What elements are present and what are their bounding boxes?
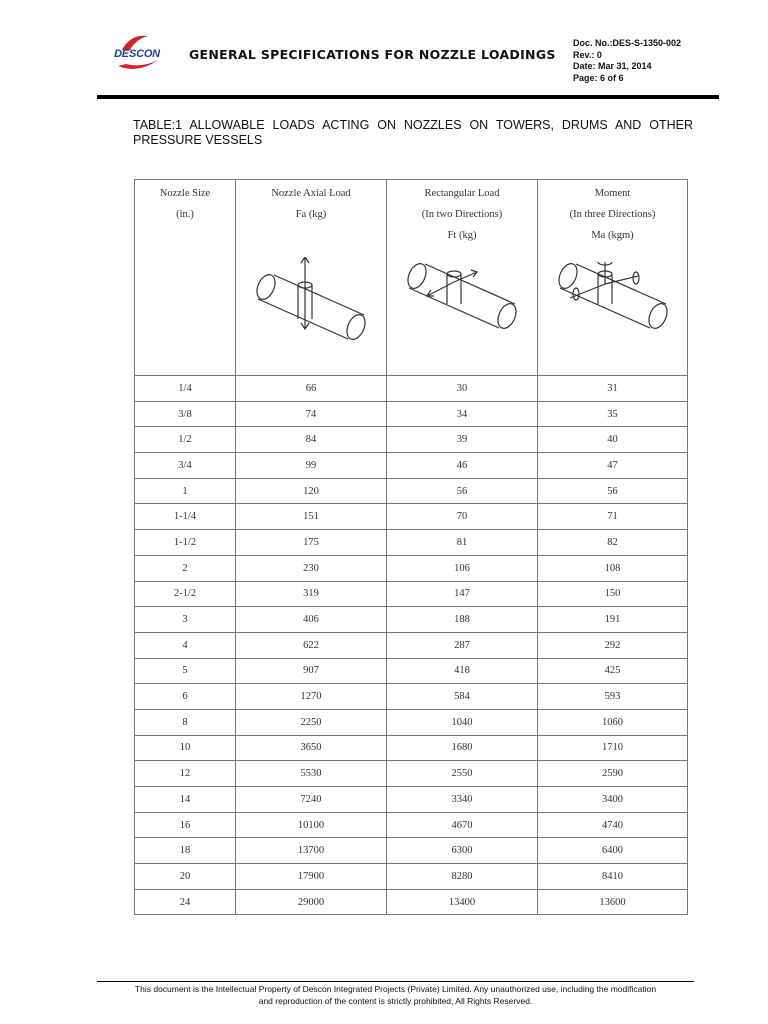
table-cell: 10 bbox=[135, 735, 236, 761]
table-row bbox=[135, 761, 688, 787]
table-header-row bbox=[135, 180, 688, 376]
table-cell: 406 bbox=[236, 607, 387, 633]
header-line: Nozzle Axial Load bbox=[271, 188, 351, 199]
table-cell: 593 bbox=[538, 684, 688, 710]
table-cell: 81 bbox=[387, 530, 538, 556]
document-meta bbox=[573, 38, 681, 84]
table-cell: 24 bbox=[135, 889, 236, 915]
table-row bbox=[135, 530, 688, 556]
footer-rule bbox=[97, 981, 694, 982]
table-cell: 2 bbox=[135, 555, 236, 581]
table-cell: 2250 bbox=[236, 709, 387, 735]
table-cell: 1-1/4 bbox=[135, 504, 236, 530]
table-cell: 29000 bbox=[236, 889, 387, 915]
table-cell: 151 bbox=[236, 504, 387, 530]
header-line: (In three Directions) bbox=[569, 209, 656, 220]
table-cell: 1040 bbox=[387, 709, 538, 735]
table-row bbox=[135, 581, 688, 607]
logo-text: DESCON bbox=[114, 48, 160, 60]
table-cell: 147 bbox=[387, 581, 538, 607]
col-header-nozzle-size bbox=[135, 180, 236, 376]
table-row bbox=[135, 684, 688, 710]
table-cell: 71 bbox=[538, 504, 688, 530]
table-cell: 3650 bbox=[236, 735, 387, 761]
table-cell: 319 bbox=[236, 581, 387, 607]
header-line: Moment bbox=[594, 188, 631, 199]
table-cell: 13400 bbox=[387, 889, 538, 915]
table-cell: 191 bbox=[538, 607, 688, 633]
table-cell: 2550 bbox=[387, 761, 538, 787]
table-cell: 3400 bbox=[538, 787, 688, 813]
page-number: Page: 6 of 6 bbox=[573, 72, 624, 83]
table-cell: 34 bbox=[387, 401, 538, 427]
revision: Rev.: 0 bbox=[573, 49, 602, 60]
table-cell: 7240 bbox=[236, 787, 387, 813]
caption-line-1: TABLE:1 ALLOWABLE LOADS ACTING ON NOZZLES ON TOWERS, DRUMS AND OTHER bbox=[133, 118, 693, 132]
table-row bbox=[135, 658, 688, 684]
header-line: Rectangular Load bbox=[424, 188, 500, 199]
table-row bbox=[135, 812, 688, 838]
table-caption bbox=[133, 118, 693, 148]
table-cell: 1680 bbox=[387, 735, 538, 761]
table-cell: 18 bbox=[135, 838, 236, 864]
table-cell: 3/8 bbox=[135, 401, 236, 427]
table-cell: 5530 bbox=[236, 761, 387, 787]
table-cell: 74 bbox=[236, 401, 387, 427]
table-cell: 425 bbox=[538, 658, 688, 684]
col-header-axial-load bbox=[236, 180, 387, 376]
table-cell: 82 bbox=[538, 530, 688, 556]
table-cell: 14 bbox=[135, 787, 236, 813]
table-cell: 1-1/2 bbox=[135, 530, 236, 556]
table-cell: 106 bbox=[387, 555, 538, 581]
table-cell: 175 bbox=[236, 530, 387, 556]
table-row bbox=[135, 787, 688, 813]
footer-line-2: and reproduction of the content is strictly prohibited, All Rights Reserved. bbox=[258, 995, 533, 1006]
table-cell: 1/4 bbox=[135, 376, 236, 402]
table-cell: 31 bbox=[538, 376, 688, 402]
table-cell: 70 bbox=[387, 504, 538, 530]
table-cell: 418 bbox=[387, 658, 538, 684]
table-cell: 40 bbox=[538, 427, 688, 453]
table-row bbox=[135, 735, 688, 761]
header-rule bbox=[97, 95, 719, 99]
table-cell: 3340 bbox=[387, 787, 538, 813]
header-line: Nozzle Size bbox=[159, 188, 211, 199]
table-cell: 66 bbox=[236, 376, 387, 402]
table-row bbox=[135, 504, 688, 530]
col-header-moment bbox=[538, 180, 688, 376]
table-cell: 108 bbox=[538, 555, 688, 581]
table-cell: 1270 bbox=[236, 684, 387, 710]
table-cell: 120 bbox=[236, 478, 387, 504]
footer-line-1: This document is the Intellectual Property of Descon Integrated Projects (Private) Limited. Any unauthorized use, including the modification bbox=[134, 984, 657, 994]
table-row bbox=[135, 838, 688, 864]
table-cell: 907 bbox=[236, 658, 387, 684]
table-cell: 8 bbox=[135, 709, 236, 735]
table-cell: 6400 bbox=[538, 838, 688, 864]
table-cell: 35 bbox=[538, 401, 688, 427]
table-row bbox=[135, 632, 688, 658]
table-cell: 150 bbox=[538, 581, 688, 607]
table-row bbox=[135, 427, 688, 453]
table-cell: 46 bbox=[387, 453, 538, 479]
table-cell: 84 bbox=[236, 427, 387, 453]
table-cell: 584 bbox=[387, 684, 538, 710]
table-cell: 292 bbox=[538, 632, 688, 658]
table-row bbox=[135, 709, 688, 735]
table-cell: 6300 bbox=[387, 838, 538, 864]
table-cell: 30 bbox=[387, 376, 538, 402]
table-cell: 188 bbox=[387, 607, 538, 633]
header-line: (in.) bbox=[176, 209, 194, 220]
table-row bbox=[135, 607, 688, 633]
table-cell: 287 bbox=[387, 632, 538, 658]
table-body bbox=[135, 376, 688, 915]
table-row bbox=[135, 889, 688, 915]
table-cell: 16 bbox=[135, 812, 236, 838]
table-cell: 13600 bbox=[538, 889, 688, 915]
table-row bbox=[135, 478, 688, 504]
table-cell: 56 bbox=[538, 478, 688, 504]
table-cell: 622 bbox=[236, 632, 387, 658]
table-cell: 56 bbox=[387, 478, 538, 504]
table-cell: 1 bbox=[135, 478, 236, 504]
table-cell: 13700 bbox=[236, 838, 387, 864]
table-cell: 10100 bbox=[236, 812, 387, 838]
pipe-moment-icon bbox=[548, 262, 678, 352]
table-cell: 1/2 bbox=[135, 427, 236, 453]
table-cell: 6 bbox=[135, 684, 236, 710]
header-line: (In two Directions) bbox=[421, 209, 503, 220]
pipe-axial-load-icon bbox=[246, 257, 376, 367]
caption-line-2: PRESSURE VESSELS bbox=[133, 133, 263, 147]
copyright-notice bbox=[97, 984, 694, 1007]
table-cell: 5 bbox=[135, 658, 236, 684]
table-cell: 230 bbox=[236, 555, 387, 581]
table-cell: 12 bbox=[135, 761, 236, 787]
table-cell: 2-1/2 bbox=[135, 581, 236, 607]
pipe-rectangular-load-icon bbox=[397, 262, 527, 352]
table-cell: 8280 bbox=[387, 864, 538, 890]
table-row bbox=[135, 555, 688, 581]
nozzle-loads-table bbox=[134, 179, 688, 915]
table-row bbox=[135, 376, 688, 402]
table-cell: 20 bbox=[135, 864, 236, 890]
table-cell: 3/4 bbox=[135, 453, 236, 479]
doc-number: Doc. No.:DES-S-1350-002 bbox=[573, 38, 682, 48]
table-cell: 4740 bbox=[538, 812, 688, 838]
table-row bbox=[135, 453, 688, 479]
table-cell: 3 bbox=[135, 607, 236, 633]
table-cell: 8410 bbox=[538, 864, 688, 890]
table-row bbox=[135, 401, 688, 427]
table-cell: 47 bbox=[538, 453, 688, 479]
table-row bbox=[135, 864, 688, 890]
company-logo bbox=[108, 30, 166, 80]
table-cell: 39 bbox=[387, 427, 538, 453]
header-line: Ft (kg) bbox=[447, 230, 477, 241]
table-cell: 2590 bbox=[538, 761, 688, 787]
header-line: Ma (kgm) bbox=[591, 230, 634, 241]
table-cell: 1060 bbox=[538, 709, 688, 735]
issue-date: Date: Mar 31, 2014 bbox=[573, 61, 652, 71]
col-header-rectangular-load bbox=[387, 180, 538, 376]
table-cell: 17900 bbox=[236, 864, 387, 890]
document-title: GENERAL SPECIFICATIONS FOR NOZZLE LOADINGS bbox=[189, 47, 556, 62]
table-cell: 99 bbox=[236, 453, 387, 479]
header-line: Fa (kg) bbox=[295, 209, 327, 220]
table-cell: 1710 bbox=[538, 735, 688, 761]
table-cell: 4670 bbox=[387, 812, 538, 838]
table-cell: 4 bbox=[135, 632, 236, 658]
